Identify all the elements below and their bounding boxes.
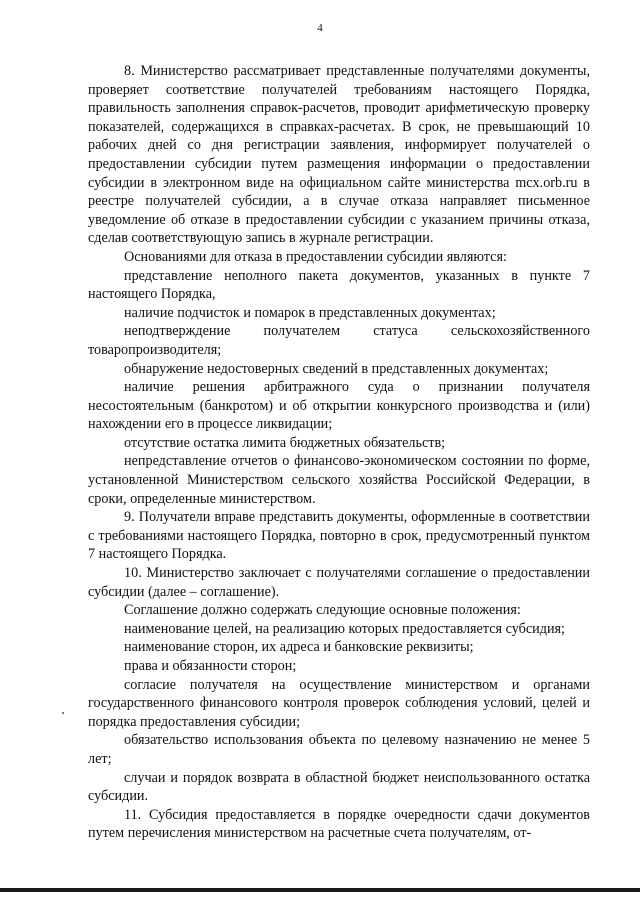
page-number: 4	[317, 22, 323, 34]
document-body	[88, 62, 590, 843]
agreement-provision-consent: согласие получателя на осуществление министерством и органами государственного финансового контроля проверок соблюдения условий, целей и порядка предоставления субсидии;	[88, 676, 590, 730]
agreement-provisions-heading: Соглашение должно содержать следующие основные положения:	[124, 602, 521, 619]
agreement-provision-goals: наименование целей, на реализацию которых предоставляется субсидия;	[124, 620, 566, 637]
scan-mark	[62, 712, 64, 714]
paragraph-11: 11. Субсидия предоставляется в порядке очередности сдачи документов путем перечисления министерством на расчетные счета получателям, от-	[88, 806, 590, 842]
bottom-border	[0, 888, 640, 892]
agreement-provision-return: случаи и порядок возврата в областной бюджет неиспользованного остатка субсидии.	[88, 769, 590, 805]
refusal-ground-incomplete-package: представление неполного пакета документов, указанных в пункте 7 настоящего Порядка,	[88, 267, 590, 303]
agreement-provision-obligation: обязательство использования объекта по целевому назначению не менее 5 лет;	[88, 732, 590, 767]
paragraph-9: 9. Получатели вправе представить документы, оформленные в соответствии с требованиями настоящего Порядка, повторно в срок, предусмотренный пунктом 7 настоящего Порядка.	[88, 509, 590, 563]
refusal-ground-erasures: наличие подчисток и помарок в представленных документах;	[124, 304, 496, 321]
refusal-ground-bankruptcy: наличие решения арбитражного суда о признании получателя несостоятельным (банкротом) и об открытии конкурсного производства и (или) нахождении его в процессе ликвидации;	[88, 379, 590, 433]
agreement-provision-parties: наименование сторон, их адреса и банковские реквизиты;	[124, 639, 474, 656]
refusal-ground-status: неподтверждение получателем статуса сельскохозяйственного товаропроизводителя;	[88, 323, 590, 358]
paragraph-8: 8. Министерство рассматривает представленные получателями документы, проверяет соответствие получателей требованиям настоящего Порядка, правильность заполнения справок-расчетов, проводит арифметическую проверку показателей, содержащихся в справках-расчетах. В срок, не превышающий 10 рабочих дней со дня регистрации заявления, информирует получателей о предоставлении субсидии путем размещения информации о предоставлении субсидии в электронном виде на официальном сайте министерства mcx.orb.ru в реестре получателей субсидии, а в случае отказа направляет письменное уведомление об отказе в предоставлении субсидии с указанием причины отказа, сделав соответствующую запись в журнале регистрации.	[88, 63, 590, 247]
refusal-ground-reports: непредставление отчетов о финансово-экономическом состоянии по форме, установленной Министерством сельского хозяйства Российской Федерации, в сроки, определенные министерством.	[88, 453, 590, 507]
refusal-ground-false-info: обнаружение недостоверных сведений в представленных документах;	[124, 360, 549, 377]
agreement-provision-rights: права и обязанности сторон;	[124, 658, 297, 674]
refusal-ground-limit: отсутствие остатка лимита бюджетных обязательств;	[124, 434, 446, 451]
refusal-grounds-heading: Основаниями для отказа в предоставлении субсидии являются:	[124, 248, 507, 265]
paragraph-10: 10. Министерство заключает с получателями соглашение о предоставлении субсидии (далее – соглашение).	[88, 565, 590, 600]
